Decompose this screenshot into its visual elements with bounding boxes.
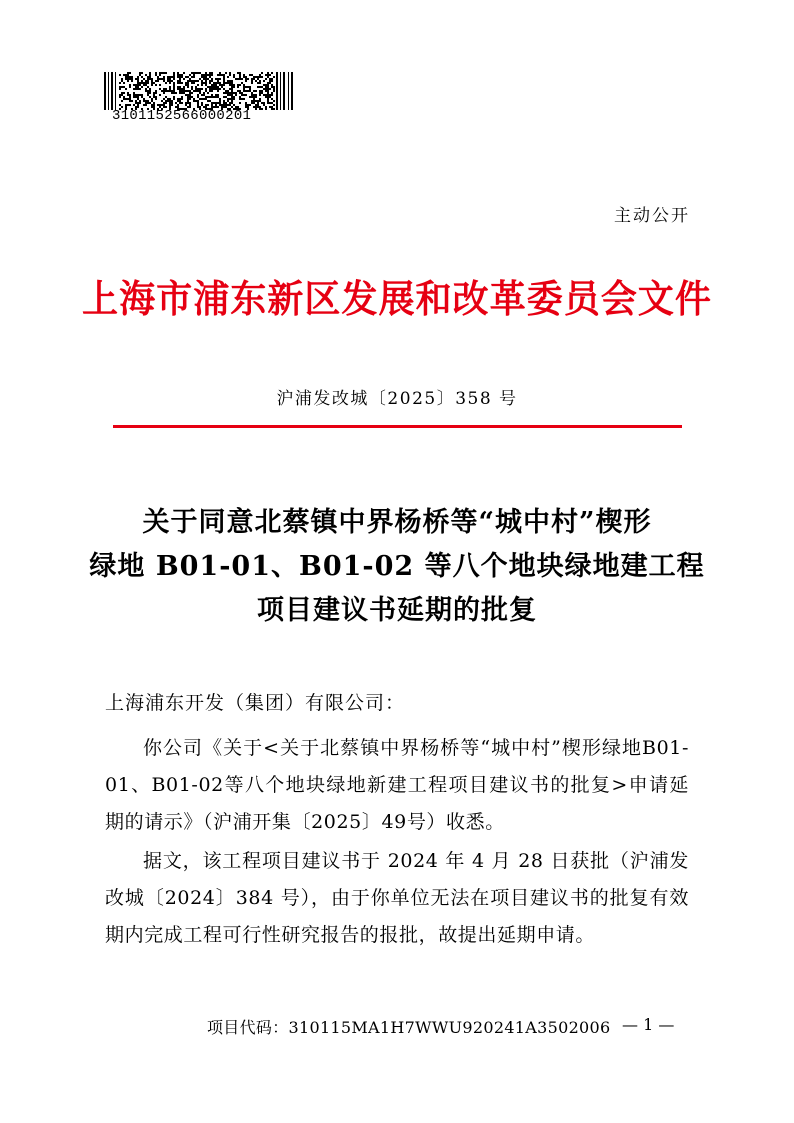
issuer-title: 上海市浦东新区发展和改革委员会文件 xyxy=(82,276,712,321)
barcode-number: 3101152566000201 xyxy=(112,108,252,124)
body-text xyxy=(105,730,689,956)
body-paragraph: 据文，该工程项目建议书于 2024 年 4 月 28 日获批（沪浦发改城〔2024〕384 号），由于你单位无法在项目建议书的批复有效期内完成工程可行性研究报告的报批，故提出延期申请。 xyxy=(105,850,689,946)
document-number: 沪浦发改城〔2025〕358 号 xyxy=(276,389,518,409)
title-line: 绿地 B01-01、B01-02 等八个地块绿地建工程 xyxy=(89,551,705,582)
document-title xyxy=(80,501,714,633)
salutation: 上海浦东开发（集团）有限公司： xyxy=(105,692,406,714)
title-line: 项目建议书延期的批复 xyxy=(257,595,537,626)
disclosure-label: 主动公开 xyxy=(614,206,690,226)
title-line: 关于同意北蔡镇中界杨桥等“城中村”楔形 xyxy=(142,507,652,538)
red-divider-line xyxy=(113,425,682,428)
barcode-graphic xyxy=(104,72,294,110)
body-paragraph: 你公司《关于<关于北蔡镇中界杨桥等“城中村”楔形绿地B01-01、B01-02等八个地块绿地新建工程项目建议书的批复>申请延期的请示》（沪浦开集〔2025〕49号）收悉。 xyxy=(105,737,689,833)
page-number: — 1 — xyxy=(622,1015,675,1034)
project-code: 项目代码：310115MA1H7WWU920241A3502006 xyxy=(207,1018,611,1037)
